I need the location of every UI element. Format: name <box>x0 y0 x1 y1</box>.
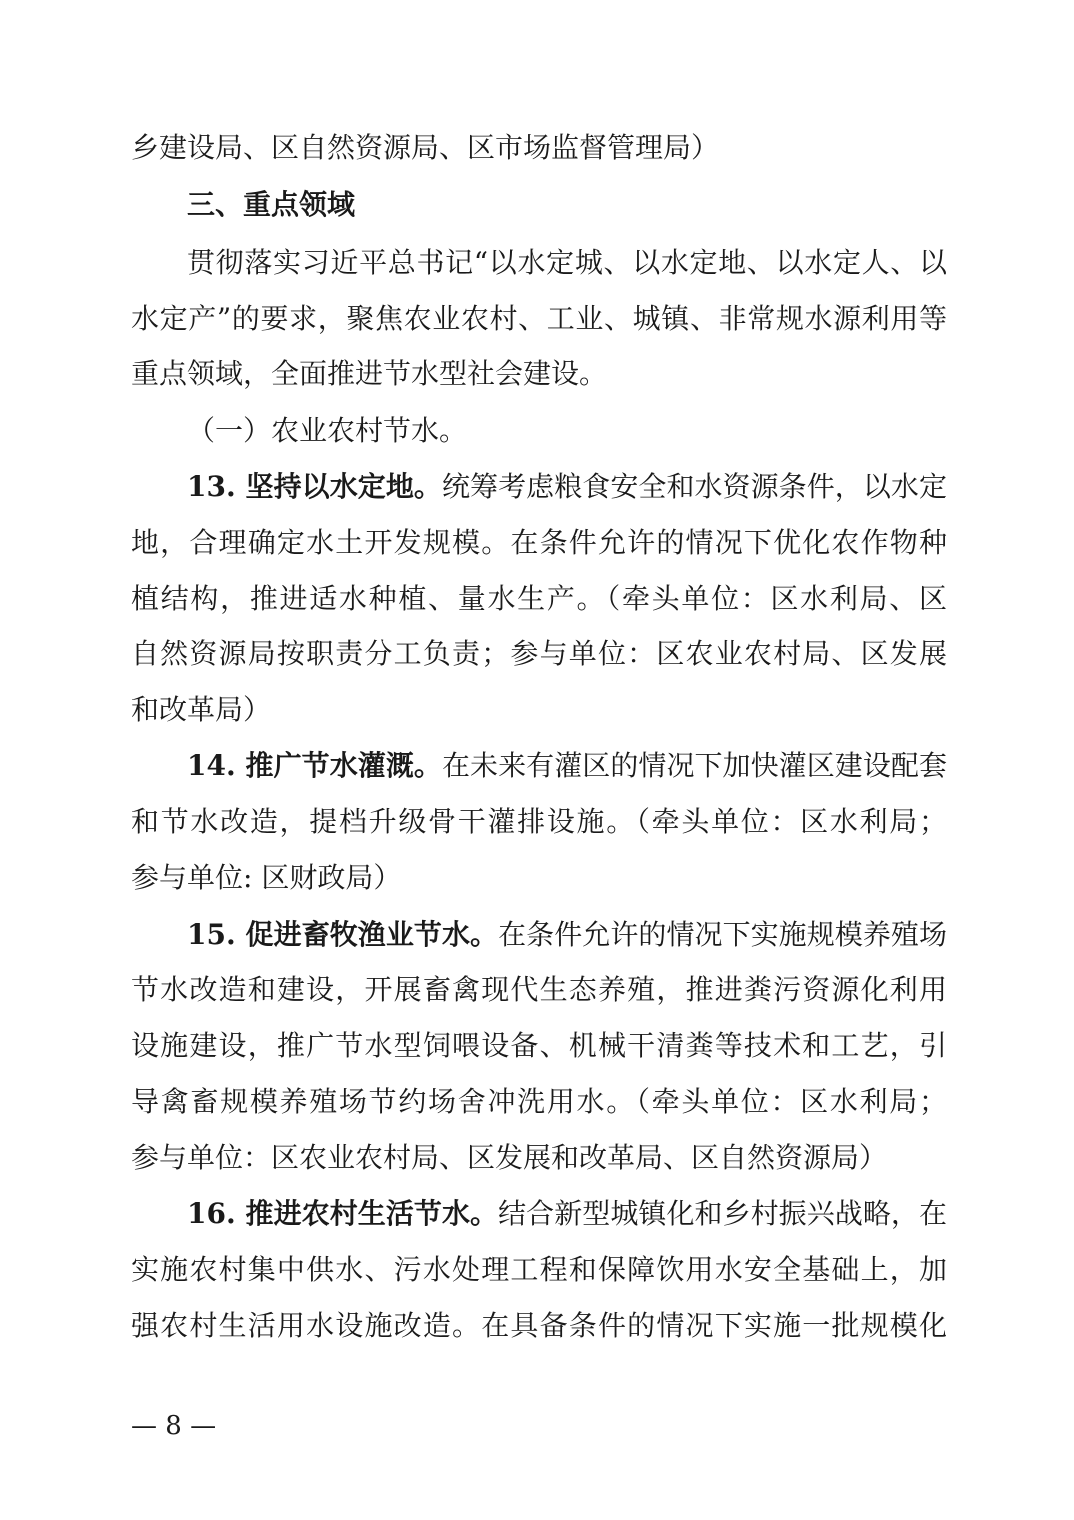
text-line: 乡建设局、区自然资源局、区市场监督管理局） <box>131 131 720 164</box>
text-line: 参与单位: 区财政局） <box>131 861 402 894</box>
item-14-first-line <box>187 738 947 794</box>
text-line: 植结构，推进适水种植、量水生产。（牵头单位：区水利局、区 <box>131 582 947 615</box>
item-15-heading: 15. 促进畜牧渔业节水。 <box>187 918 499 951</box>
item-13-heading: 13. 坚持以水定地。 <box>187 470 442 503</box>
item-15-text: 在条件允许的情况下实施规模养殖场 <box>498 918 947 951</box>
text-line: 实施农村集中供水、污水处理工程和保障饮用水安全基础上，加 <box>131 1253 947 1286</box>
text-line: 地，合理确定水土开发规模。在条件允许的情况下优化农作物种 <box>131 526 947 559</box>
text-line: 重点领域，全面推进节水型社会建设。 <box>131 357 608 390</box>
text-line: 水定产”的要求，聚焦农业农村、工业、城镇、非常规水源利用等 <box>131 302 947 335</box>
text-line: 设施建设，推广节水型饲喂设备、机械干清粪等技术和工艺，引 <box>131 1029 947 1062</box>
section-heading: 三、重点领域 <box>187 188 356 221</box>
text-line: 导禽畜规模养殖场节约场舍冲洗用水。（牵头单位：区水利局； <box>131 1085 947 1118</box>
item-13-text: 统筹考虑粮食安全和水资源条件，以水定 <box>441 470 947 503</box>
text-line: 自然资源局按职责分工负责；参与单位：区农业农村局、区发展 <box>131 637 947 670</box>
item-14-heading: 14. 推广节水灌溉。 <box>187 749 442 782</box>
subsection-heading: （一）农业农村节水。 <box>187 414 468 447</box>
text-line: 参与单位：区农业农村局、区发展和改革局、区自然资源局） <box>131 1141 888 1174</box>
text-line: 强农村生活用水设施改造。在具备条件的情况下实施一批规模化 <box>131 1309 947 1342</box>
text-line: 和节水改造，提档升级骨干灌排设施。（牵头单位：区水利局； <box>131 805 947 838</box>
item-14-text: 在未来有灌区的情况下加快灌区建设配套 <box>441 749 947 782</box>
item-16-first-line <box>187 1186 947 1242</box>
item-16-text: 结合新型城镇化和乡村振兴战略，在 <box>498 1197 947 1230</box>
item-13-first-line <box>187 459 947 515</box>
item-15-first-line <box>187 907 947 963</box>
text-line: 节水改造和建设，开展畜禽现代生态养殖，推进粪污资源化利用 <box>131 973 947 1006</box>
text-line: 和改革局） <box>131 693 272 726</box>
page-number: — 8 — <box>131 1411 217 1441</box>
text-line: 贯彻落实习近平总书记“以水定城、以水定地、以水定人、以 <box>187 246 947 279</box>
item-16-heading: 16. 推进农村生活节水。 <box>187 1197 499 1230</box>
